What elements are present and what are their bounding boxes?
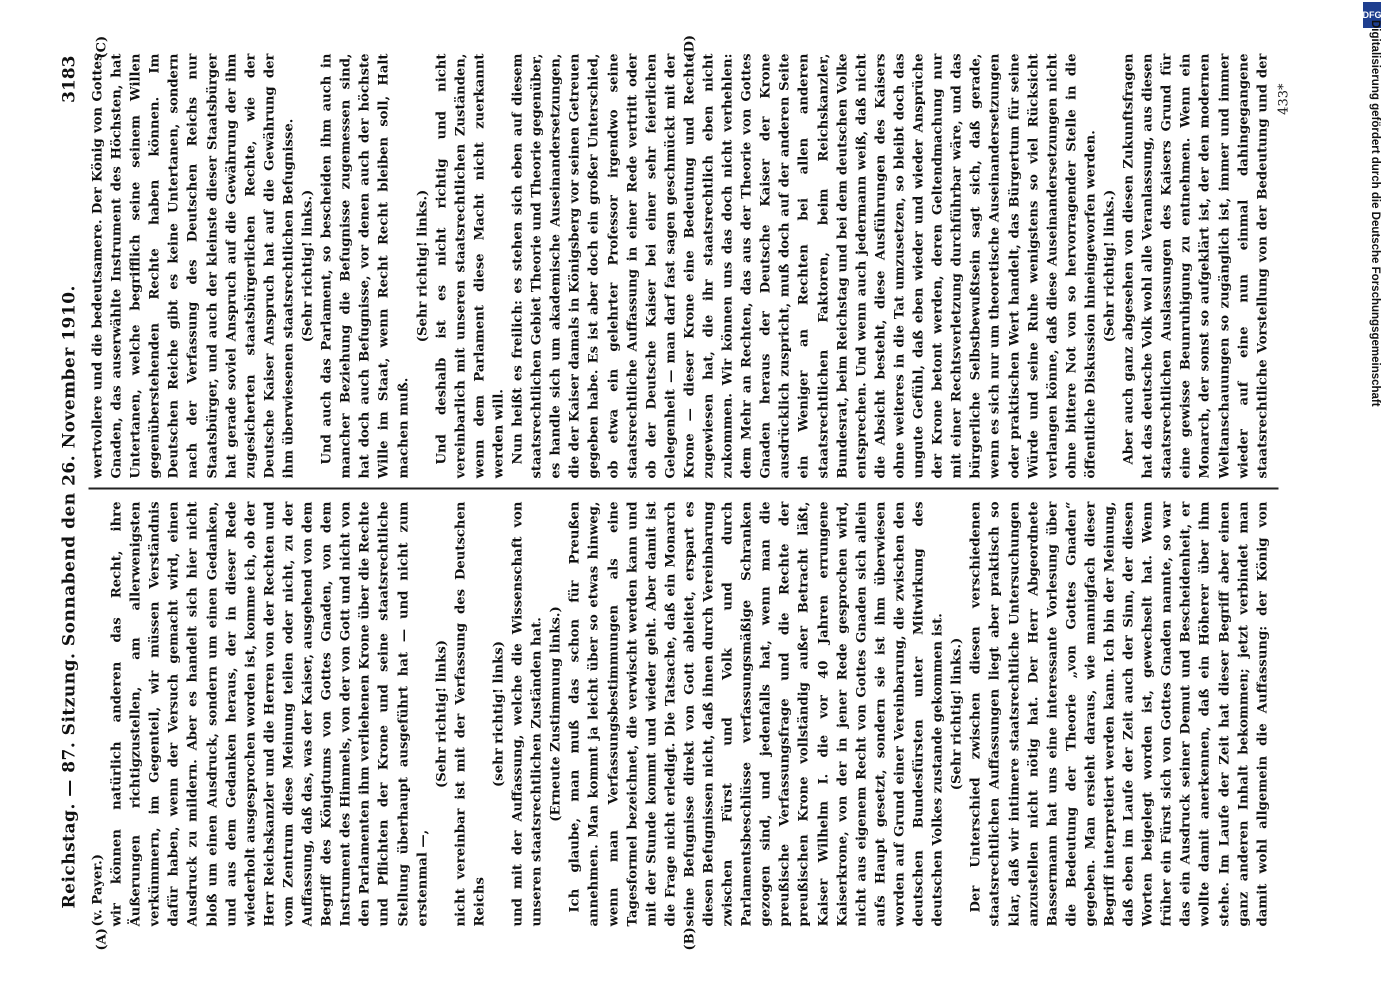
interjection: (Sehr richtig! links.) xyxy=(300,189,316,343)
paragraph: wertvollere und die bedeutsamere. Der König von Gottes Gnaden, das auserwählte Instrument des Höchsten, hat Untertanen, welche begrifflich seine seinem Willen gegenüberstehenden Rechte haben können. Im Deutschen Reiche gibt es keine Untertanen, sondern nach der Verfassung des Deutschen Reichs nur Staatsbürger, und auch der kleinste dieser Staatsbürger hat gerade soviel Anspruch auf die Gewährung der ihm zugesicherten staatsbürgerlichen Rechte, wie der Deutsche Kaiser Anspruch hat auf die Gewährung der ihm überwiesenen staatsrechtlichen Befugnisse. xyxy=(90,53,297,479)
interjection: (Sehr richtig! links.) xyxy=(1102,189,1118,343)
digitization-credit xyxy=(1363,20,1381,970)
dfg-logo-icon: DFG xyxy=(1363,2,1381,28)
paragraph: Aber auch ganz abgesehen von diesen Zukunftsfragen hat das deutsche Volk wohl alle Veranlassung, aus diesen staatsrechtlichen Auslassungen des Kaisers Grund für eine gewisse Beunruhigung zu entnehmen. Wenn ein Monarch, der sonst so aufgeklärt ist, der den modernen Weltanschauungen so zugänglich ist, immer und immer wieder auf eine nun einmal dahingegangene staatsrechtliche Vorstellung von der Bedeutung und der xyxy=(1121,53,1271,479)
paragraph: Und deshalb ist es nicht richtig und nicht vereinbarlich mit unseren staatsrechtlichen Zuständen, wenn dem Parlament diese Macht nicht zuerkannt werden will. xyxy=(434,53,507,479)
paragraph: Ich glaube, man muß das schon für Preußen annehmen. Man kommt ja leicht über so etwas hinweg, wenn man Verfassungsbestimmungen als eine Tagesformel bezeichnet, die verwischt werden kann und mit der Stunde kommt und wieder geht. Aber damit ist die Frage nicht erledigt. Die Tatsache, daß ein Monarch seine Befugnisse direkt von Gott ableitet, erspart es diesen Befugnissen nicht, daß ihnen durch Vereinbarung zwischen Fürst und Volk und durch Parlamentsbeschlüsse verfassungsmäßige Schranken gezogen sind, und jedenfalls hat, wenn man die preußische Verfassungsfrage und die Rechte der preußischen Krone vollständig außer Betracht läßt, Kaiser Wilhelm I. die vor 40 Jahren errungene Kaiserkrone, von der in jener Rede gesprochen wird, nicht aus eigenem Recht von Gottes Gnaden sich allein aufs Haupt gesetzt, sondern sie ist ihm überwiesen worden auf Grund einer Vereinbarung, die zwischen den deutschen Bundesfürsten unter Mitwirkung des deutschen Volkes zustande gekommen ist. xyxy=(567,501,946,927)
interjection: (Sehr richtig! links) xyxy=(434,640,450,788)
page-content xyxy=(55,34,1310,951)
sheet-number: 433* xyxy=(1276,83,1292,115)
margin-label-b: (B) xyxy=(682,927,698,951)
margin-label-d: (D) xyxy=(682,34,698,59)
credit-text: Digitalisierung gefördert durch die Deutsche Forschungsgemeinschaft xyxy=(1369,20,1381,407)
interjection: (Sehr richtig! links.) xyxy=(415,189,431,343)
paragraph: Nun heißt es freilich: es stehen sich eben auf diesem staatsrechtlichen Gebiet Theorie und Theorie gegenüber, es handle sich um akademische Auseinandersetzungen, die der Kaiser damals in Königsberg vor seinen Getreuen gegeben habe. Es ist aber doch ein großer Unterschied, ob etwa ein gelehrter Professor irgendwo seine staatsrechtliche Auffassung in einer Rede vertritt oder ob der Deutsche Kaiser bei einer sehr feierlichen Gelegenheit — man darf fast sagen geschmückt mit der Krone — dieser Krone eine Bedeutung und Rechte zugewiesen hat, die ihr staatsrechtlich eben nicht zukommen. Wir können uns das doch nicht verhehlen: dem Mehr an Rechten, das aus der Theorie von Gottes Gnaden heraus der Deutsche Kaiser der Krone ausdrücklich zuspricht, muß doch auf der anderen Seite ein Weniger an Rechten bei allen anderen staatsrechtlichen Faktoren, beim Reichskanzler, Bundesrat, beim Reichstag und bei dem deutschen Volke entsprechen. Und wenn auch jedermann weiß, daß nicht die Absicht besteht, diese Ausführungen des Kaisers ohne weiteres in die Tat umzusetzen, so bleibt doch das ungute Gefühl, daß eben wieder und wieder Ansprüche der Krone betont werden, deren Geltendmachung nur mit einer Rechtsverletzung durchführbar wäre, und das bürgerliche Selbstbewußtsein sagt sich, daß gerade, wenn es sich nur um theoretische Auseinandersetzungen oder praktischen Wert handelt, das Bürgertum für seine Würde und seine Ruhe wenigstens so viel Rücksicht verlangen könne, daß diese Auseinandersetzungen nicht ohne bittere Not von so hervorragender Stelle in die öffentliche Diskussion hineingeworfen werden. xyxy=(510,53,1099,479)
paragraph: Und auch das Parlament, so bescheiden ihm auch in mancher Beziehung die Befugnisse zugemessen sind, hat doch auch Befugnisse, vor denen auch der höchste Wille im Staat, wenn Recht Recht bleiben soll, Halt machen muß. xyxy=(319,53,411,479)
page-header xyxy=(55,44,85,949)
column-divider xyxy=(89,488,1279,490)
running-head: Reichstag. — 87. Sitzung. Sonnabend den 26. November 1910. xyxy=(59,285,80,909)
paragraph: nicht vereinbar ist mit der Verfassung des Deutschen Reichs xyxy=(453,501,488,927)
paragraph: und mit der Auffassung, welche die Wissenschaft von unseren staatsrechtlichen Zuständen hat. xyxy=(510,501,545,927)
page-number: 3183 xyxy=(59,55,80,103)
interjection: (Erneute Zustimmung links.) xyxy=(548,606,564,822)
interjection: (sehr richtig! links) xyxy=(491,641,507,787)
scanned-page xyxy=(0,1,1383,1001)
margin-label-a: (A) xyxy=(94,928,110,951)
left-column xyxy=(89,502,1274,927)
right-column xyxy=(89,54,1274,479)
interjection: (Sehr richtig! links.) xyxy=(949,637,965,791)
paragraph: wir können natürlich anderen das Recht, ihre Äußerungen richtigzustellen, am allerwenigsten verkümmern, im Gegenteil, wir müssen Verständnis dafür haben, wenn der Versuch gemacht wird, einen Ausdruck zu mildern. Aber es handelt sich hier nicht bloß um einen Ausdruck, sondern um einen Gedanken, und aus dem Gedanken heraus, der in dieser Rede wiederholt ausgesprochen worden ist, komme ich, ob der Herr Reichskanzler und die Herren von der Rechten und vom Zentrum diese Meinung teilen oder nicht, zu der Auffassung, daß das, was der Kaiser, ausgehend von dem Begriff des Königtums von Gottes Gnaden, von dem Instrument des Himmels, von der von Gott und nicht von den Parlamenten ihm verliehenen Krone über die Rechte und Pflichten der Krone und seine staatsrechtliche Stellung überhaupt ausgeführt hat — und nicht zum erstenmal —, xyxy=(109,501,431,927)
margin-label-c: (C) xyxy=(94,35,110,59)
speaker-label: (v. Payer.) xyxy=(90,854,106,927)
paragraph: Der Unterschied zwischen diesen verschiedenen staatsrechtlichen Auffassungen liegt aber praktisch so klar, daß wir intimere staatsrechtliche Untersuchungen anzustellen nicht nötig hat. Der Herr Abgeordnete Bassermann hat uns eine interessante Vorlesung über die Bedeutung der Theorie „von Gottes Gnaden“ gegeben. Man ersieht daraus, wie mannigfach dieser Begriff interpretiert werden kann. Ich bin der Meinung, daß eben im Laufe der Zeit auch der Sinn, der diesen Worten beigelegt worden ist, gewechselt hat. Wenn früher ein Fürst sich von Gottes Gnaden nannte, so war das ein Ausdruck seiner Demut und Bescheidenheit, er wollte damit anerkennen, daß ein Höherer über ihm stehe. Im Laufe der Zeit hat dieser Begriff aber einen ganz anderen Inhalt bekommen; jetzt verbindet man damit wohl allgemein die Auffassung: der König von xyxy=(968,501,1271,927)
